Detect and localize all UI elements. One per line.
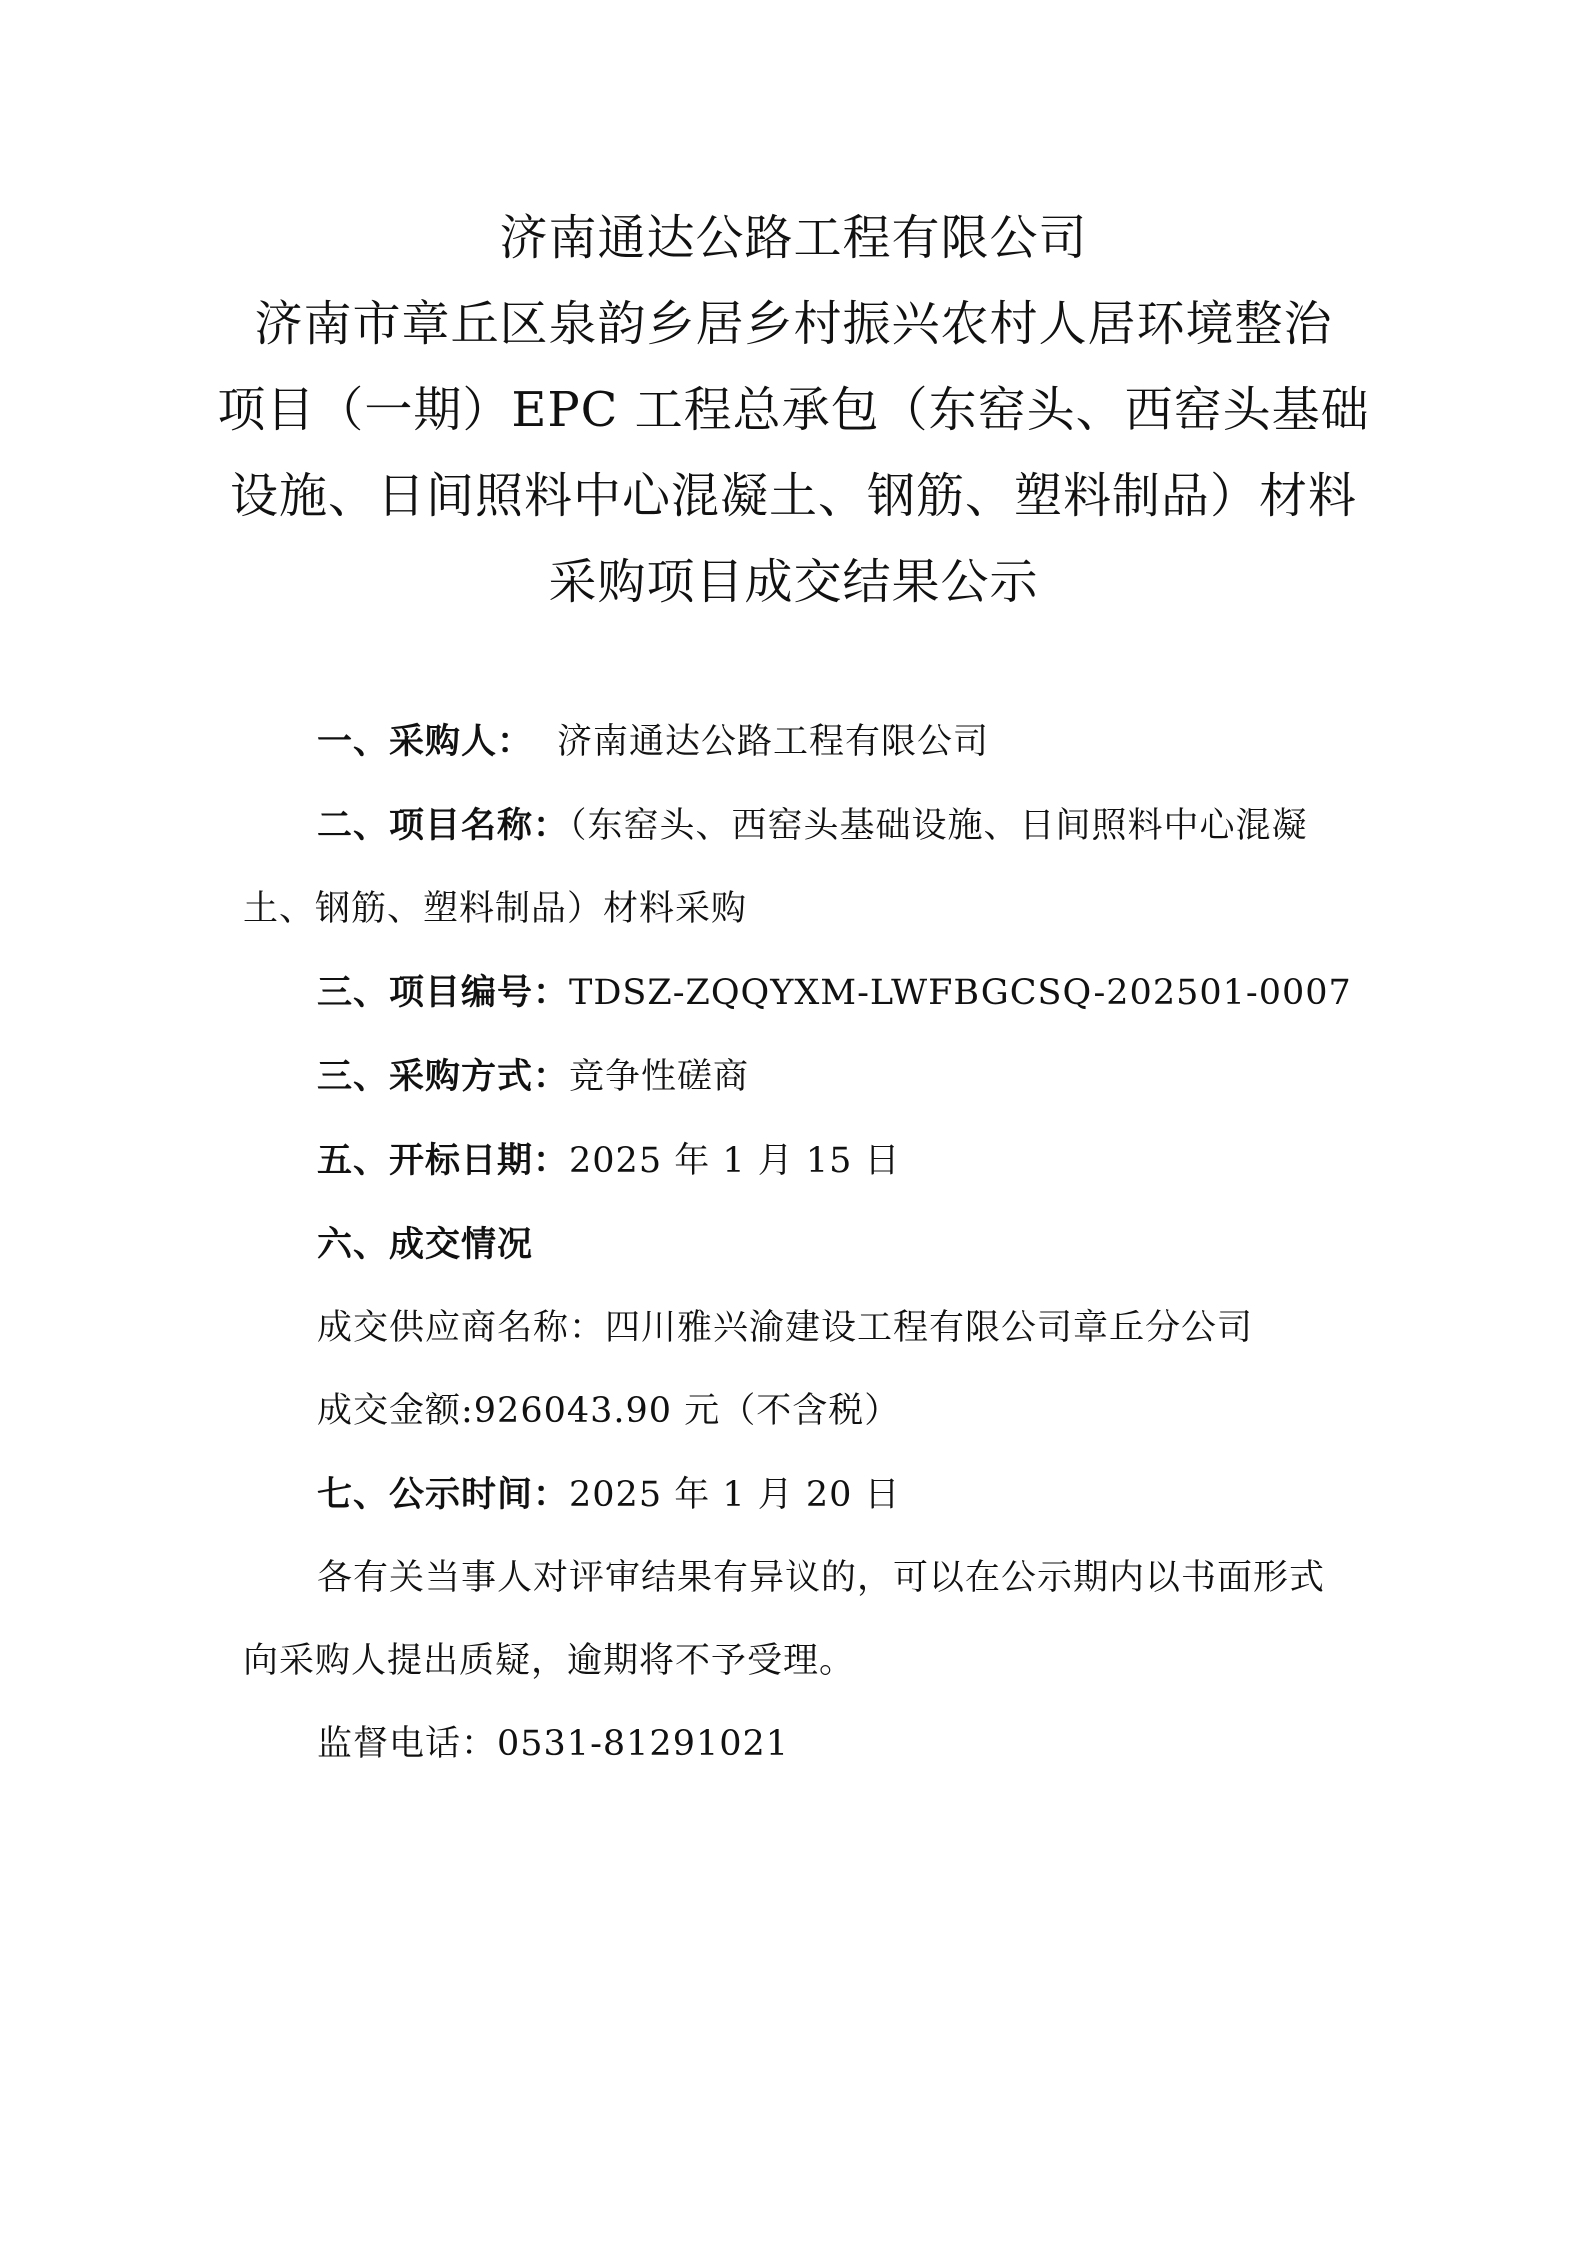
title-line-1: 济南通达公路工程有限公司 <box>499 210 1088 266</box>
deal-supplier-text: 成交供应商名称：四川雅兴渝建设工程有限公司章丘分公司 <box>317 1308 1254 1348</box>
procurement-method-label: 三、采购方式： <box>317 1056 570 1097</box>
project-name-value-line1: （东窑头、西窑头基础设施、日间照料中心混凝 <box>569 806 1308 846</box>
bid-opening-date-label: 五、开标日期： <box>317 1140 570 1181</box>
objection-notice-line2 <box>243 1620 1353 1703</box>
purchaser-label: 一、采购人： <box>317 721 534 762</box>
objection-notice-text-1: 各有关当事人对评审结果有异议的，可以在公示期内以书面形式 <box>317 1558 1326 1598</box>
title-line-2: 济南市章丘区泉韵乡居乡村振兴农村人居环境整治 <box>254 296 1333 352</box>
procurement-method-row <box>243 1035 1353 1119</box>
objection-notice-line1 <box>243 1537 1353 1620</box>
project-name-row <box>243 784 1353 868</box>
objection-notice-text-2: 向采购人提出质疑，逾期将不予受理。 <box>243 1641 856 1681</box>
bid-opening-date-value: 2025 年 1 月 15 日 <box>569 1141 901 1181</box>
purchaser-row <box>243 700 1353 784</box>
purchaser-value: 济南通达公路工程有限公司 <box>557 722 990 762</box>
deal-status-heading-row <box>243 1203 1353 1287</box>
project-name-continuation <box>243 868 1353 951</box>
procurement-method-value: 竞争性磋商 <box>569 1057 750 1097</box>
supervision-phone-row <box>243 1703 1353 1786</box>
title-line-5: 采购项目成交结果公示 <box>548 554 1039 610</box>
bid-opening-date-row <box>243 1119 1353 1203</box>
deal-status-label: 六、成交情况 <box>317 1224 534 1265</box>
project-name-value-line2: 土、钢筋、塑料制品）材料采购 <box>243 889 748 929</box>
publicity-time-row <box>243 1453 1353 1537</box>
deal-amount-text: 成交金额:926043.90 元（不含税） <box>317 1391 901 1431</box>
document-title <box>200 195 1387 625</box>
title-line-4: 设施、日间照料中心混凝土、钢筋、塑料制品）材料 <box>229 468 1357 524</box>
project-number-row <box>243 951 1353 1035</box>
publicity-time-label: 七、公示时间： <box>317 1474 570 1515</box>
project-name-label: 二、项目名称： <box>317 805 570 846</box>
deal-amount-row <box>243 1370 1353 1453</box>
supervision-phone-text: 监督电话：0531-81291021 <box>317 1724 790 1764</box>
title-line-3: 项目（一期）EPC 工程总承包（东窑头、西窑头基础 <box>217 382 1370 438</box>
project-number-label: 三、项目编号： <box>317 972 570 1013</box>
document-body <box>243 700 1353 1786</box>
project-number-value: TDSZ-ZQQYXM-LWFBGCSQ-202501-0007 <box>569 973 1352 1013</box>
deal-supplier-row <box>243 1287 1353 1370</box>
publicity-time-value: 2025 年 1 月 20 日 <box>569 1475 901 1515</box>
